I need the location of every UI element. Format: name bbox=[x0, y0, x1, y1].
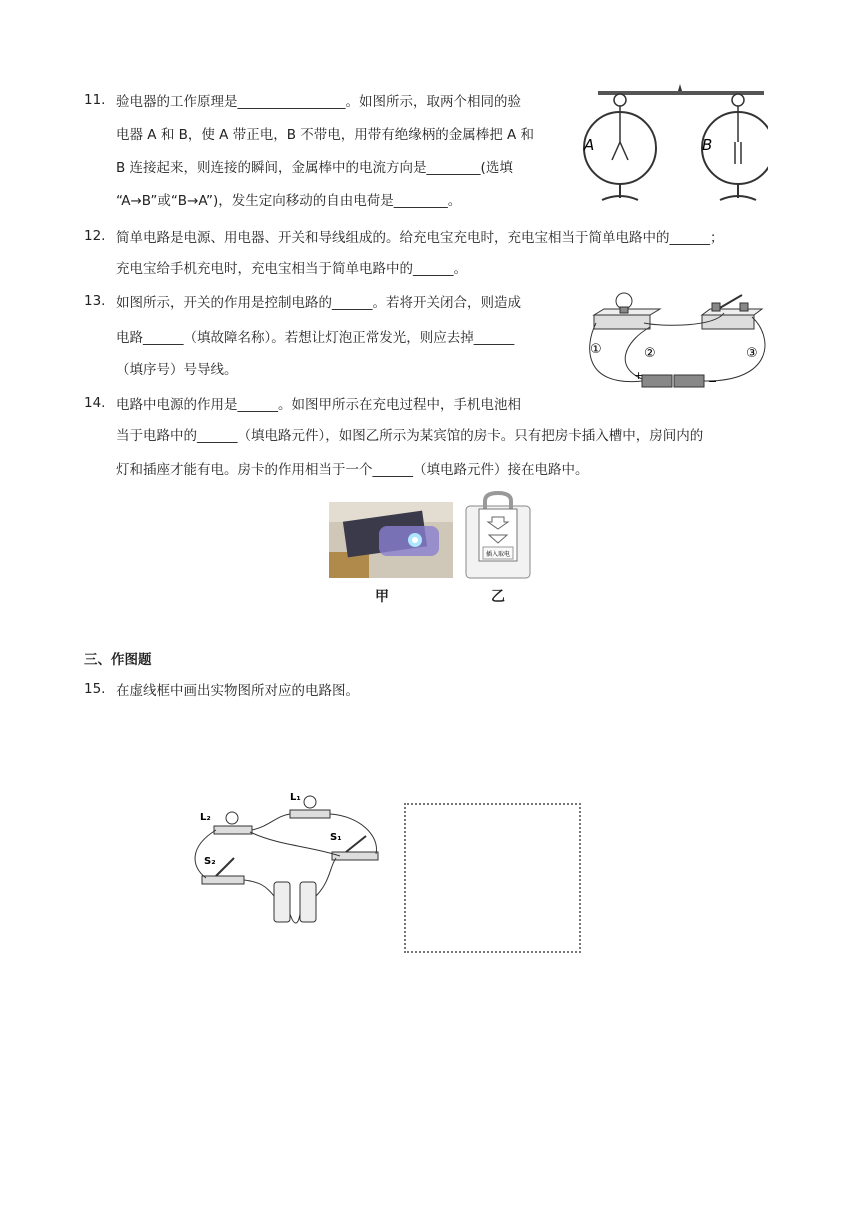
q12-number: 12. bbox=[84, 228, 106, 244]
q11-line-1: 验电器的工作原理是________________。如图所示，取两个相同的验 bbox=[116, 94, 521, 110]
electroscope-label-a: A bbox=[584, 136, 595, 154]
q14-line-2: 当于电路中的______（填电路元件），如图乙所示为某宾馆的房卡。只有把房卡插入槽中，房间内的 bbox=[116, 428, 704, 444]
electroscope-label-b: B bbox=[702, 136, 713, 154]
wire-label-2: ② bbox=[644, 346, 656, 361]
q11-number: 11. bbox=[84, 92, 106, 108]
q11-line-3: B 连接起来，则连接的瞬间，金属棒中的电流方向是________(选填 bbox=[116, 160, 513, 176]
caption-jia: 甲 bbox=[375, 589, 389, 605]
wire-label-1: ① bbox=[590, 342, 602, 357]
q14-line-1: 电路中电源的作用是______。如图甲所示在充电过程中，手机电池相 bbox=[116, 397, 521, 413]
battery-minus: − bbox=[708, 375, 718, 388]
wire-label-3: ③ bbox=[746, 346, 758, 361]
q13-number: 13. bbox=[84, 293, 106, 309]
q11-line-4: “A→B”或“B→A”)，发生定向移动的自由电荷是________。 bbox=[116, 193, 462, 209]
q14-number: 14. bbox=[84, 395, 106, 411]
section-title: 三、作图题 bbox=[84, 652, 152, 668]
label-s2: S₂ bbox=[204, 856, 216, 867]
label-l1: L₁ bbox=[290, 792, 301, 803]
q13-line-3: （填序号）号导线。 bbox=[116, 362, 238, 378]
label-l2: L₂ bbox=[200, 812, 211, 823]
q15-number: 15. bbox=[84, 681, 106, 697]
electroscope-figure bbox=[578, 82, 768, 214]
caption-yi: 乙 bbox=[491, 589, 505, 605]
label-s1: S₁ bbox=[330, 832, 342, 843]
charger-photo bbox=[329, 502, 453, 578]
q13-line-1: 如图所示，开关的作用是控制电路的______。若将开关闭合，则造成 bbox=[116, 295, 521, 311]
answer-box[interactable] bbox=[404, 803, 581, 953]
q14-line-3: 灯和插座才能有电。房卡的作用相当于一个______（填电路元件）接在电路中。 bbox=[116, 462, 589, 478]
q15-line-1: 在虚线框中画出实物图所对应的电路图。 bbox=[116, 683, 359, 699]
circuit-figure-q13 bbox=[584, 287, 772, 399]
q12-line-2: 充电宝给手机充电时，充电宝相当于简单电路中的______。 bbox=[116, 261, 467, 277]
q11-line-2: 电器 A 和 B，使 A 带正电，B 不带电，用带有绝缘柄的金属棒把 A 和 bbox=[116, 127, 535, 143]
q13-line-2: 电路______（填故障名称）。若想让灯泡正常发光，则应去掉______ bbox=[116, 330, 515, 346]
q12-line-1: 简单电路是电源、用电器、开关和导线组成的。给充电宝充电时，充电宝相当于简单电路中的______； bbox=[116, 230, 724, 246]
battery-plus: + bbox=[634, 369, 644, 382]
room-card-photo bbox=[465, 491, 531, 579]
room-card-text: 插入取电 bbox=[485, 551, 511, 558]
circuit-figure-q15 bbox=[190, 786, 390, 926]
